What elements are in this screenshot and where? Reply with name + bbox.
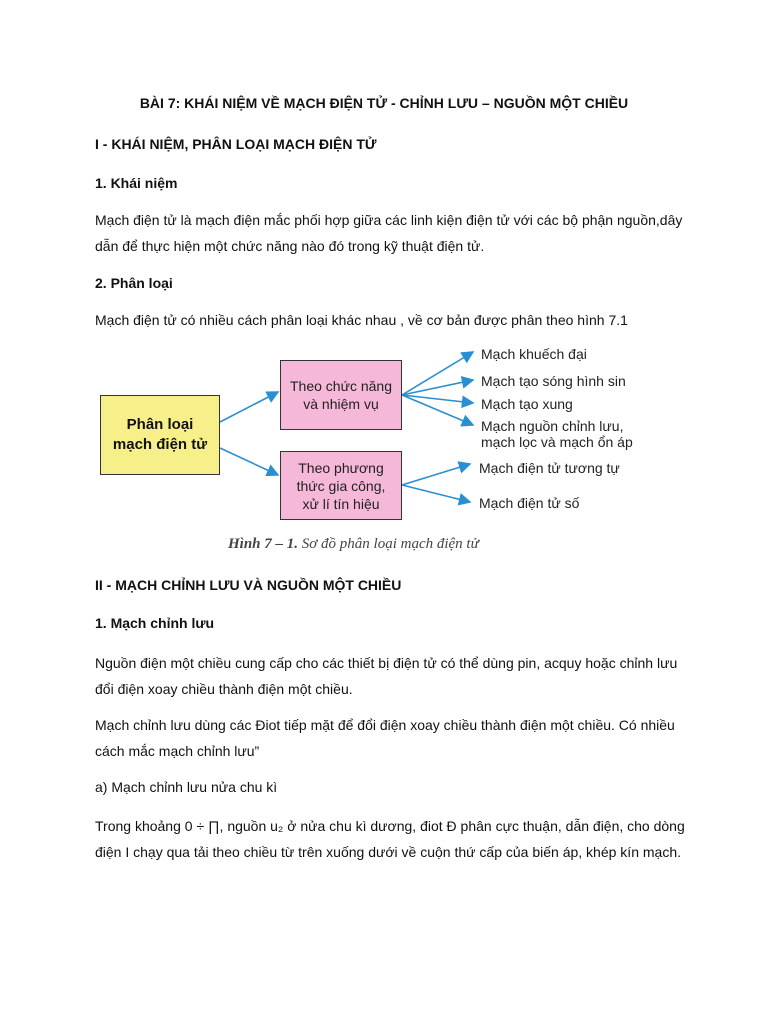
leaf-power-supply [481, 418, 633, 450]
paragraph-line: điện I chạy qua tải theo chiều từ trên xuống dưới về cuộn thứ cấp của biến áp, khép kín mạch. [95, 844, 681, 860]
leaf-line: Mạch nguồn chỉnh lưu, [481, 418, 624, 434]
page-title: BÀI 7: KHÁI NIỆM VỀ MẠCH ĐIỆN TỬ - CHỈNH LƯU – NGUỒN MỘT CHIỀU [139, 95, 629, 111]
paragraph-definition [95, 207, 695, 259]
paragraph-half-wave [95, 813, 695, 865]
arrow-to-leaf-a2 [402, 380, 473, 395]
arrow-root-to-branch-a [220, 392, 278, 422]
diagram-branch-signal-box [280, 451, 402, 520]
paragraph-line: Mạch chỉnh lưu dùng các Điot tiếp mặt để đổi điện xoay chiều thành điện một chiều. Có nhiều [95, 717, 675, 733]
leaf-amplifier: Mạch khuếch đại [481, 346, 587, 362]
diagram-branch-function-box [280, 360, 402, 430]
paragraph-classification: Mạch điện tử có nhiều cách phân loại khác nhau , về cơ bản được phân theo hình 7.1 [95, 312, 628, 328]
paragraph-line: đổi điện xoay chiều thành điện một chiều. [95, 681, 353, 697]
arrow-to-leaf-b2 [402, 485, 470, 502]
branch-label-line: Theo phương [298, 459, 384, 476]
leaf-analog: Mạch điện tử tương tự [479, 460, 620, 476]
branch-label-line: và nhiệm vụ [303, 396, 379, 412]
classification-diagram [95, 340, 655, 530]
root-label-line: Phân loại [126, 416, 194, 433]
leaf-digital: Mạch điện tử số [479, 495, 580, 511]
caption-label: Hình 7 – 1. [228, 536, 299, 552]
paragraph-line: cách mắc mạch chỉnh lưu” [95, 743, 260, 759]
leaf-line: mạch lọc và mạch ổn áp [481, 434, 633, 450]
paragraph-line: Trong khoảng 0 ÷ ∏, nguồn u₂ ở nửa chu kì dương, điot Đ phân cực thuận, dẫn điện, cho dòng [95, 818, 685, 834]
paragraph-dc-source [95, 650, 695, 702]
section-2-heading: II - MẠCH CHỈNH LƯU VÀ NGUỒN MỘT CHIỀU [95, 577, 402, 593]
figure-caption [228, 536, 479, 553]
paragraph-line: Mạch điện tử là mạch điện mắc phối hợp giữa các linh kiện điện tử với các bộ phận nguồn,dây [95, 212, 683, 228]
leaf-pulse-generator: Mạch tạo xung [481, 396, 573, 412]
subheading-phan-loai: 2. Phân loại [95, 275, 173, 291]
leaf-sine-generator: Mạch tạo sóng hình sin [481, 373, 626, 389]
branch-label-line: Theo chức năng [290, 378, 392, 394]
caption-text: Sơ đồ phân loại mạch điện tử [301, 536, 479, 552]
branch-label-line: thức gia công, [296, 477, 386, 494]
paragraph-diode [95, 712, 695, 764]
subheading-half-wave: a) Mạch chỉnh lưu nửa chu kì [95, 779, 278, 795]
paragraph-line: dẫn để thực hiện một chức năng nào đó trong kỹ thuật điện tử. [95, 238, 485, 254]
diagram-root-box [100, 395, 220, 475]
subheading-rectifier: 1. Mạch chỉnh lưu [95, 615, 215, 631]
section-1-heading: I - KHÁI NIỆM, PHÂN LOẠI MẠCH ĐIỆN TỬ [95, 136, 377, 152]
root-label-line: mạch điện tử [112, 436, 208, 453]
arrow-to-leaf-b1 [402, 464, 470, 485]
arrow-to-leaf-a1 [402, 352, 473, 395]
paragraph-line: Nguồn điện một chiều cung cấp cho các thiết bị điện tử có thể dùng pin, acquy hoặc chỉnh lưu [95, 655, 678, 671]
arrow-root-to-branch-b [220, 448, 278, 475]
subheading-khai-niem: 1. Khái niệm [95, 175, 178, 191]
branch-label-line: xử lí tín hiệu [302, 495, 380, 512]
